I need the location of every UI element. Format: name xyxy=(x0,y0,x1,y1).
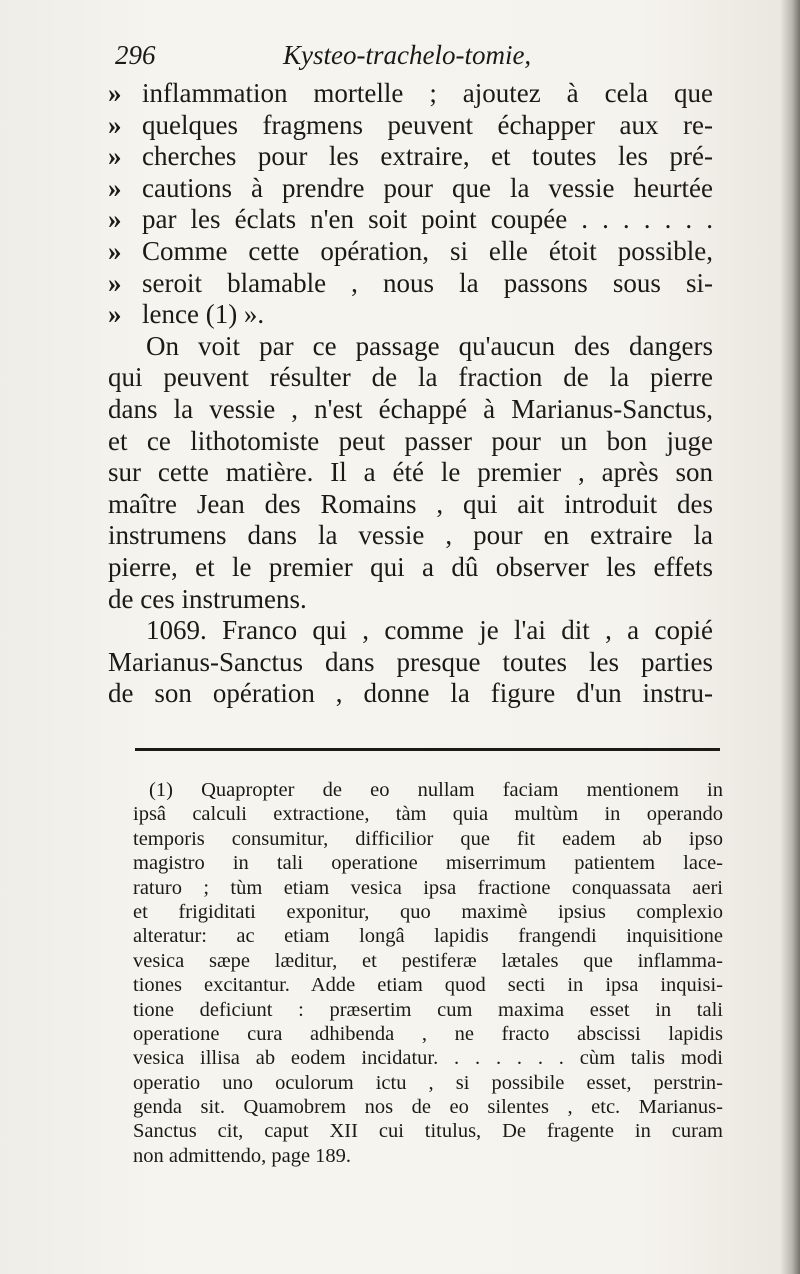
footnote-line: operatio uno oculorum ictu , si possibile esset, perstrin- xyxy=(133,1071,723,1094)
quoted-line xyxy=(108,141,713,173)
paragraph-line: 1069. Franco qui , comme je l'ai dit , a copié xyxy=(146,615,713,646)
quoted-line xyxy=(108,78,713,110)
footnote-line: et frigiditati exponitur, quo maximè ipsius complexio xyxy=(133,900,723,923)
quote-mark: » xyxy=(108,235,122,266)
quoted-line-text: inflammation mortelle ; ajoutez à cela que xyxy=(142,78,713,108)
quoted-line-text: quelques fragmens peuvent échapper aux re- xyxy=(142,109,713,140)
quoted-line xyxy=(108,204,713,236)
paragraph-line: qui peuvent résulter de la fraction de la pierre xyxy=(108,362,713,393)
footnote-line: non admittendo, page 189. xyxy=(133,1144,352,1167)
quote-mark: » xyxy=(108,172,122,203)
quoted-line-text: Comme cette opération, si elle étoit possible, xyxy=(142,235,713,266)
footnote-line: ipsâ calculi extractione, tàm quia multùm in operando xyxy=(133,803,723,826)
quoted-line xyxy=(108,173,713,205)
quote-mark: » xyxy=(108,299,122,330)
page-edge-shadow xyxy=(780,0,800,1274)
quote-mark: » xyxy=(108,109,122,140)
quoted-line-text: cautions à prendre pour que la vessie heurtée xyxy=(142,172,713,203)
running-head: Kysteo-trachelo-tomie, xyxy=(283,40,532,70)
footnote-line: alteratur: ac etiam longâ lapidis frangendi inquisitione xyxy=(133,925,723,948)
quote-mark: » xyxy=(108,78,122,108)
page-number: 296 xyxy=(115,40,156,70)
paragraph-line: On voit par ce passage qu'aucun des dangers xyxy=(146,330,713,361)
quote-mark: » xyxy=(108,204,122,235)
paragraph-line: pierre, et le premier qui a dû observer les effets xyxy=(108,551,713,582)
footnote-line: vesica illisa ab eodem incidatur. . . . . . . cùm talis modi xyxy=(133,1047,723,1070)
paragraph-line: maître Jean des Romains , qui ait introduit des xyxy=(108,488,713,519)
quoted-line-text: cherches pour les extraire, et toutes les pré- xyxy=(142,141,713,172)
paragraph-line: de ces instrumens. xyxy=(108,583,307,614)
footnote-line: Sanctus cit, caput XII cui titulus, De fragente in curam xyxy=(133,1120,723,1143)
footnote-line: (1) Quapropter de eo nullam faciam mentionem in xyxy=(149,779,723,801)
footnote-line: tione deficiunt : præsertim cum maxima esset in tali xyxy=(133,998,723,1021)
footnote-line: operatione cura adhibenda , ne fracto abscissi lapidis xyxy=(133,1022,723,1045)
paragraph-line: dans la vessie , n'est échappé à Marianus-Sanctus, xyxy=(108,393,713,424)
paragraph-line: et ce lithotomiste peut passer pour un bon juge xyxy=(108,425,713,456)
quoted-line-text: par les éclats n'en soit point coupée . . . . . . . xyxy=(142,204,713,235)
footnote-line: tiones excitantur. Adde etiam quod secti in ipsa inquisi- xyxy=(133,974,723,997)
quote-mark: » xyxy=(108,141,122,172)
footnote-line: raturo ; tùm etiam vesica ipsa fractione conquassata aeri xyxy=(133,876,723,899)
body-text xyxy=(108,78,713,710)
quoted-line xyxy=(108,236,713,268)
quoted-line-text: lence (1) ». xyxy=(142,299,265,330)
footnote-line: genda sit. Quamobrem nos de eo silentes , etc. Marianus- xyxy=(133,1096,723,1119)
paragraph-line: de son opération , donne la figure d'un instru- xyxy=(108,678,713,709)
footnote-rule xyxy=(135,748,720,751)
paragraph-line: sur cette matière. Il a été le premier , après son xyxy=(108,457,713,488)
quoted-line xyxy=(108,110,713,142)
footnote xyxy=(133,778,723,1168)
footnote-line: magistro in tali operatione miserrimum patientem lace- xyxy=(133,852,723,875)
quoted-line xyxy=(108,268,713,300)
paragraph-line: instrumens dans la vessie , pour en extraire la xyxy=(108,520,713,551)
footnote-line: temporis consumitur, difficilior que fit eadem ab ipso xyxy=(133,827,723,850)
quoted-line-text: seroit blamable , nous la passons sous si- xyxy=(142,267,713,298)
quote-mark: » xyxy=(108,267,122,298)
footnote-line: vesica sæpe læditur, et pestiferæ lætales que inflamma- xyxy=(133,949,723,972)
paragraph-line: Marianus-Sanctus dans presque toutes les parties xyxy=(108,646,713,677)
quoted-line xyxy=(108,299,713,331)
page-header xyxy=(115,40,715,80)
